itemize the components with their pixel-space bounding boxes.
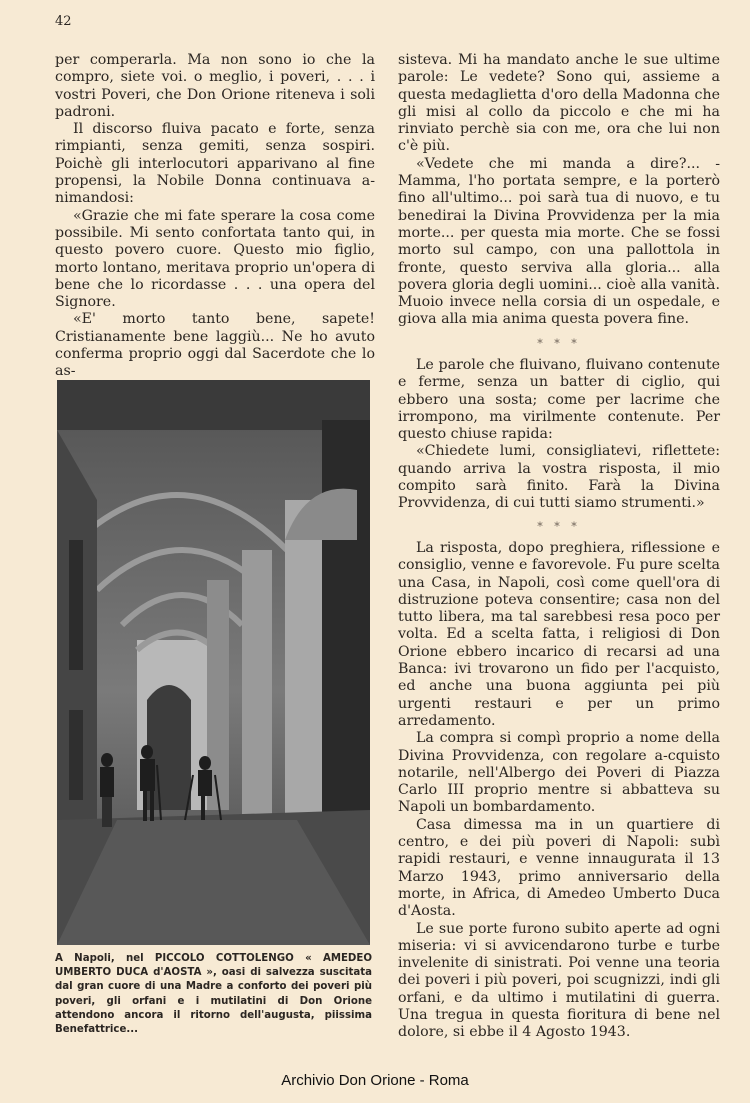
right-text-section-2 — [398, 357, 720, 513]
archive-photo-portico — [57, 380, 370, 945]
left-text-column — [55, 52, 375, 381]
paragraph: sisteva. Mi ha mandato anche le sue ultime parole: Le vedete? Sono qui, assieme a questa medaglietta d'oro della Madonna che gli misi al collo da piccolo e che mi ha rinviato perchè sia con me, ora che lui non c'è più. — [398, 52, 720, 155]
paragraph: «Vedete che mi manda a dire?... - Mamma, l'ho portata sempre, e la porterò fino all'ultimo... poi sarà tua di nuovo, e tu benedirai la Divina Provvidenza per la mia morte... per questa mia morte. Che se fossi morto sul campo, con una pallottola in fronte, questo serviva alla gloria... alla povera gloria degli uomini... cioè alla vanità. Muoio invece nella corsia di un ospedale, e giova alla mia anima questa povera fine. — [398, 155, 720, 328]
portico-illustration — [57, 380, 370, 945]
archive-footer: Archivio Don Orione - Roma — [281, 1072, 469, 1089]
paragraph: Le parole che fluivano, fluivano contenute e ferme, senza un batter di ciglio, qui ebbero una sosta; come per lacrime che irrompono, ma virilmente contenute. Per questo chiuse rapida: — [398, 357, 720, 443]
photo-caption: A Napoli, nel PICCOLO COTTOLENGO « AMEDEO UMBERTO DUCA d'AOSTA », oasi di salvezza suscitata dal gran cuore di una Madre a conforto dei poveri più poveri, gli orfani e i mutilatini di Don Orione attendono ancora il ritorno dell'augusta, piissima Benefattrice... — [55, 953, 372, 1036]
paragraph: per comperarla. Ma non sono io che la compro, siete voi. o meglio, i poveri, . . . i vostri Poveri, che Don Orione riteneva i soli padroni. — [55, 52, 375, 120]
section-separator: * * * — [537, 520, 581, 533]
section-separator: * * * — [537, 337, 581, 350]
paragraph: «Grazie che mi fate sperare la cosa come possibile. Mi sento confortata tanto qui, in questo povero cuore. Questo mio figlio, morto lontano, meritava proprio un'opera di bene che lo ricordasse . . . una opera del Signore. — [55, 207, 375, 311]
paragraph: La risposta, dopo preghiera, riflessione e consiglio, venne e favorevole. Fu pure scelta una Casa, in Napoli, così come quell'ora di distruzione poteva consentire; casa non del tutto libera, ma tal sarebbesi resa poco per volta. Ed a scelta fatta, i religiosi di Don Orione ebbero incarico di recarsi ad una Banca: ivi trovarono un fido per l'acquisto, ed anche una buona aggiunta pei più urgenti restauri e per un primo arredamento. — [398, 540, 720, 729]
paragraph: Casa dimessa ma in un quartiere di centro, e dei più poveri di Napoli: subì rapidi restauri, e venne innaugurata il 13 Marzo 1943, primo anniversario della morte, in Africa, di Amedeo Umberto Duca d'Aosta. — [398, 816, 720, 920]
paragraph: La compra si compì proprio a nome della Divina Provvidenza, con regolare a-cquisto notarile, nell'Albergo dei Poveri di Piazza Carlo III proprio mentre si abbatteva su Napoli un bombardamento. — [398, 730, 720, 816]
paragraph: Le sue porte furono subito aperte ad ogni miseria: vi si avvicendarono turbe e turbe invelenite di sinistrati. Poi venne una teoria dei poveri i più poveri, poi scugnizzi, indi gli orfani, e da ultimo i mutilatini di guerra. Una tregua in questa fioritura di bene nel dolore, si ebbe il 4 Agosto 1943. — [398, 920, 720, 1041]
right-text-section-1 — [398, 52, 720, 329]
paragraph: «E' morto tanto bene, sapete! Cristianamente bene laggiù... Ne ho avuto conferma proprio oggi dal Sacerdote che lo as- — [55, 311, 375, 380]
page-number: 42 — [55, 14, 72, 29]
right-text-section-3 — [398, 540, 720, 1042]
paragraph: Il discorso fluiva pacato e forte, senza rimpianti, senza gemiti, senza sospiri. Poichè gli interlocutori apparivano al fine propensi, la Nobile Donna continuava a-nimandosi: — [55, 121, 375, 207]
paragraph: «Chiedete lumi, consigliatevi, riflettete: quando arriva la vostra risposta, il mio compito sarà finito. Farà la Divina Provvidenza, di cui tutti siamo strumenti.» — [398, 443, 720, 512]
